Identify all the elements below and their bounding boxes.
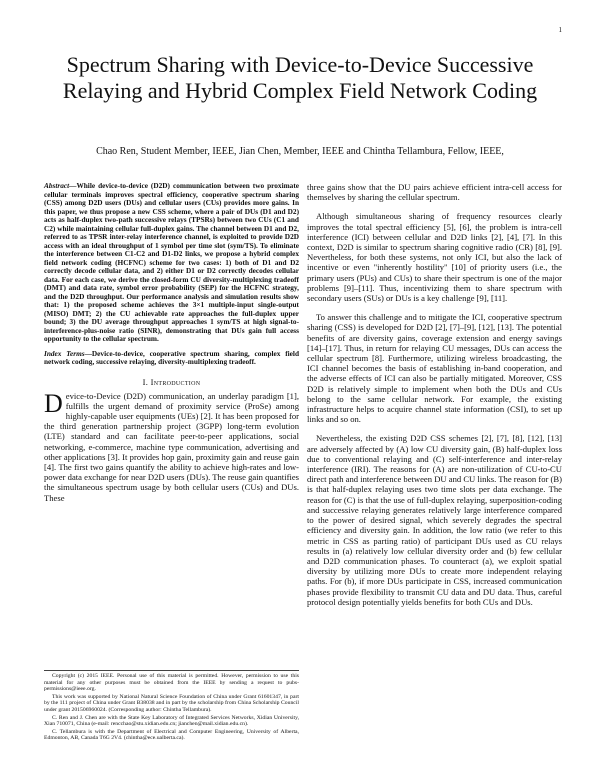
- abstract: [44, 182, 299, 344]
- author-line: Chao Ren, Student Member, IEEE, Jian Chen, Member, IEEE and Chintha Tellambura, Fellow, IEEE,: [96, 146, 504, 157]
- body-paragraph: Although simultaneous sharing of frequency resources clearly improves the total spectral efficiency [5], [6], the problem is intra-cell interference (ICI) between cellular and D2D links [2], [4], [7]. In this context, D2D is similar to spectrum sharing cognitive radio (CR) [8], [9]. Nevertheless, for both these systems, not only ICI, but also the lack of incentive or even "inherently hostility" [10] of priority users (i.e., the primary users (PUs) and CUs) to share their spectrum is one of the major problems [9]–[11]. Thus, incentivizing them to share spectrum with secondary users (SUs) or DUs is a key challenge [9], [11].: [307, 211, 562, 304]
- index-terms: [44, 350, 299, 367]
- paper-title: Spectrum Sharing with Device-to-Device Successive Relaying and Hybrid Complex Field Network Coding: [62, 52, 538, 103]
- footnotes: [44, 670, 299, 743]
- section-heading-introduction: I. Introduction: [142, 376, 201, 387]
- index-terms-text: —Device-to-device, cooperative spectrum sharing, complex field network coding, successive relaying, diversity-multiplexing tradeoff.: [44, 348, 300, 366]
- body-paragraph: To answer this challenge and to mitigate the ICI, cooperative spectrum sharing (CSS) is developed for D2D [2], [7]–[9], [12], [13]. The potential benefits of are diversity gains, coverage extension and energy savings [14]–[17]. Thus, in return for relaying CU messages, DUs can access the cellular spectrum [8]. Furthermore, utilizing wireless broadcasting, the ICI channel becomes the basis of establishing in-band cooperation, and the adverse effects of ICI can also be partially mitigated. Moreover, CSS D2D is relatively simple to implement when both the DUs and CUs belong to the same cellular network. For example, the existing infrastructure helps to acquire channel state information (CSI), to set up links and so on.: [307, 312, 562, 425]
- abstract-lead: Abstract: [44, 181, 70, 190]
- footnote-affiliation-alberta: C. Tellambura is with the Department of Electrical and Computer Engineering, University of Alberta, Edmonton, AB, Canada T6G 2V4. (chintha@ece.ualberta.ca).: [44, 728, 299, 742]
- right-column: [307, 182, 562, 616]
- abstract-text: —While device-to-device (D2D) communication between two proximate cellular terminals improves spectral efficiency, cooperative spectrum sharing (CSS) among D2D users (DUs) and cellular users (CUs) provides more gains. In this paper, we thus propose a new CSS scheme, where a pair of DUs (D1 and D2) acts as half-duplex two-path successive relays (TPSRs) between two CUs (C1 and C2) while maintaining cellular full-duplex gains. The channel between D1 and D2, referred to as TPSR inter-relay interference channel, is exploited to provide D2D access with an ideal throughput of 1 symbol per time slot (sym/TS). To eliminate the interference between C1-C2 and D1-D2 links, we propose a hybrid complex field network coding (HCFNC) scheme for two cases: 1) both of D1 and D2 correctly decode cellular data, and 2) either D1 or D2 correctly decodes cellular data. For each case, we derive the closed-form CU diversity-multiplexing tradeoff (DMT) and data rate, symbol error probability (SEP) for the HCFNC strategy, and the D2D throughput. Our performance analysis and simulation results show that: 1) the proposed scheme achieves the 3×1 multiple-input single-output (MISO) DMT; 2) the CU achievable rate approaches the full-duplex upper bound; 3) the DU average throughput approaches 1 sym/TS at high signal-to-interference-plus-noise ratio (SINR), demonstrating that DUs gain full access opportunity to the cellular spectrum.: [44, 181, 299, 343]
- body-paragraph: three gains show that the DU pairs achieve efficient intra-cell access for themselves by sharing the cellular spectrum.: [307, 182, 562, 203]
- left-column: [44, 182, 299, 512]
- page-number: 1: [558, 26, 562, 34]
- body-paragraph: Nevertheless, the existing D2D CSS schemes [2], [7], [8], [12], [13] are adversely affected by (A) low CU diversity gain, (B) half-duplex loss due to conventional relaying and (C) self-interference and inter-relay interference (IRI). The reasons for (A) are non-utilization of CU-to-CU direct path and interference between DU and CU links. The reason for (B) is that half-duplex relaying uses two time slots per data exchange. The reason for (C) is that the use of full-duplex relaying, superposition-coding and successive relaying generates relatively large interference compared to the power of desired signal, which severely degrades the spectral efficiency and diversity gain. In addition, the low ratio (we refer to this metric in CSS as parting ratio) of participant DUs used as CU relays results in (a) relatively low cellular diversity order and (b) few cellular and D2D communication phases. To counteract (a), we exploit spatial diversity by utilizing more DUs to create more independent relaying paths. For (b), if more DUs participate in CSS, increased communication phases provide flexibility to transmit CU data and DU data. Thus, careful protocol design potentially yields benefits for both CUs and DUs.: [307, 433, 562, 607]
- index-terms-lead: Index Terms: [44, 348, 85, 358]
- footnote-copyright: Copyright (c) 2015 IEEE. Personal use of this material is permitted. However, permission to use this material for any other purposes must be obtained from the IEEE by sending a request to pubs-permissions@ieee.org.: [44, 673, 299, 693]
- intro-paragraph-text: evice-to-Device (D2D) communication, an underlay paradigm [1], fulfills the urgent demand of proximity service (ProSe) among highly-capable user equipments (UEs) [2]. It has been proposed for the third generation partnership project (3GPP) long-term evolution (LTE) standard and can facilitate peer-to-peer applications, social networking, e-commerce, machine type communication, advertising and other applications [3]. It provides hop gain, proximity gain and reuse gain [4]. The first two gains quantify the ability to achieve high-rates and low-power data exchange for near D2D users (DUs). The reuse gain quantifies the simultaneous spectrum usage by both cellular users (CUs) and DUs. These: [44, 390, 299, 503]
- intro-paragraph: [44, 388, 299, 503]
- drop-cap: D: [44, 388, 63, 418]
- footnote-funding: This work was supported by National Natural Science Foundation of China under Grant 61601347, in part by the 111 project of China under Grant B38038 and in part by the scholarship from China Scholarship Council under grant 201506960024. (Corresponding author: Chintha Tellambura).: [44, 693, 299, 713]
- footnote-affiliation-xidian: C. Ren and J. Chen are with the State Key Laboratory of Integrated Services Networks, Xidian University, Xian 710071, China (e-mail: rencchao@stu.xidian.edu.cn; jianchen@mail.xidian.edu.cn).: [44, 714, 299, 728]
